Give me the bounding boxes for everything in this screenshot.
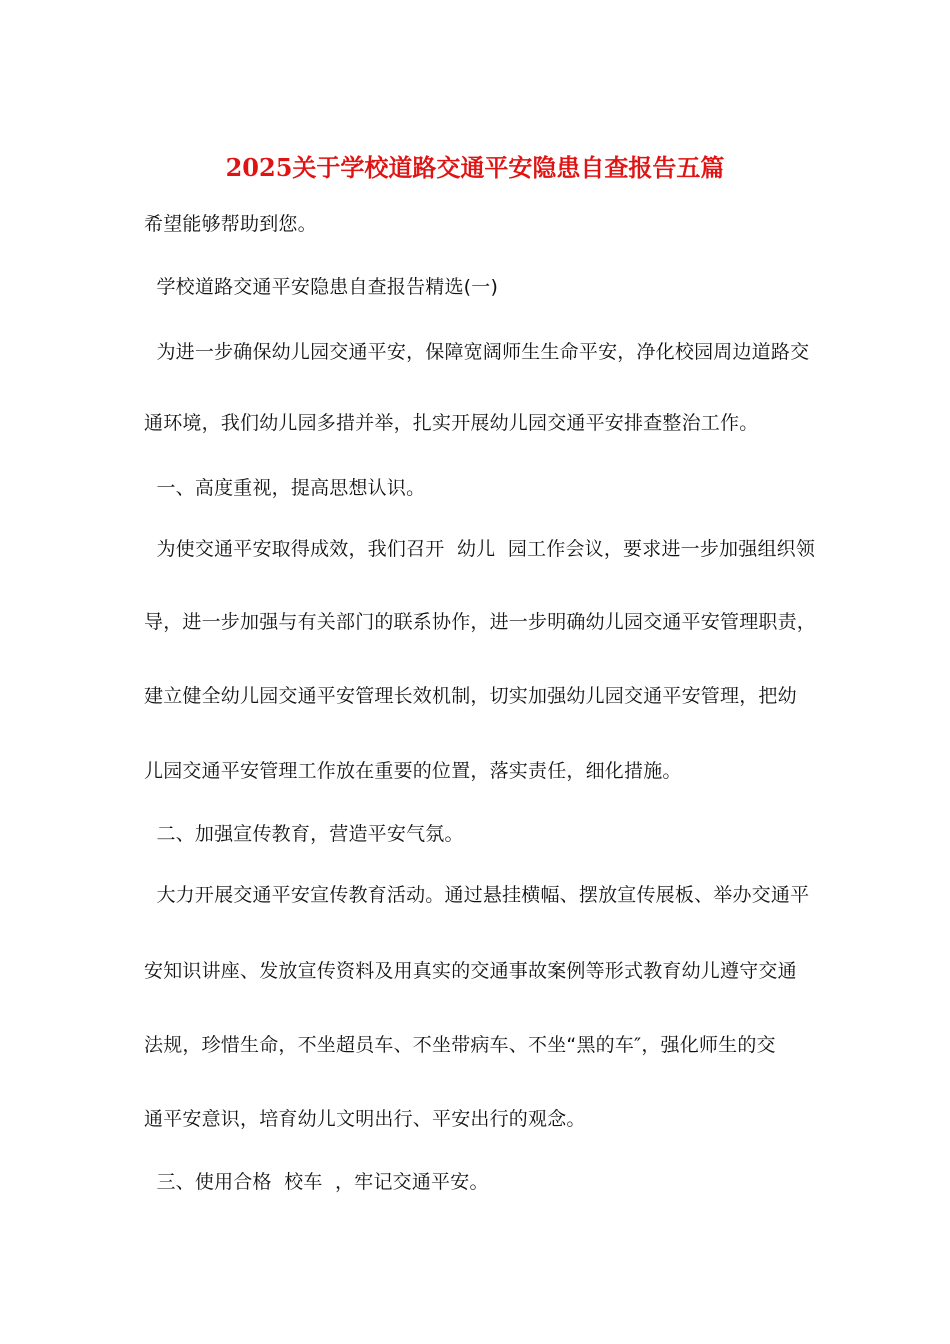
paragraph-line: 通环境，我们幼儿园多措并举，扎实开展幼儿园交通平安排查整治工作。 xyxy=(144,412,759,434)
section-heading-3: 三、使用合格 校车 ，牢记交通平安。 xyxy=(144,1171,489,1193)
paragraph-line: 通平安意识，培育幼儿文明出行、平安出行的观念。 xyxy=(144,1108,586,1130)
paragraph-line: 导，进一步加强与有关部门的联系协作，进一步明确幼儿园交通平安管理职责， xyxy=(144,611,817,633)
paragraph-line: 安知识讲座、发放宣传资料及用真实的交通事故案例等形式教育幼儿遵守交通 xyxy=(144,960,797,982)
paragraph-line: 儿园交通平安管理工作放在重要的位置，落实责任，细化措施。 xyxy=(144,760,682,782)
section-heading-1: 一、高度重视，提高思想认识。 xyxy=(144,477,426,499)
document-title: 2025关于学校道路交通平安隐患自查报告五篇 xyxy=(225,153,725,182)
section-heading-report: 学校道路交通平安隐患自查报告精选(一) xyxy=(144,276,499,298)
paragraph-line: 建立健全幼儿园交通平安管理长效机制，切实加强幼儿园交通平安管理，把幼 xyxy=(144,685,797,707)
paragraph-line: 法规，珍惜生命，不坐超员车、不坐带病车、不坐“黑的车″，强化师生的交 xyxy=(144,1034,776,1056)
intro-line: 希望能够帮助到您。 xyxy=(144,213,317,235)
section-heading-2: 二、加强宣传教育，营造平安气氛。 xyxy=(144,823,464,845)
paragraph-line: 大力开展交通平安宣传教育活动。通过悬挂横幅、摆放宣传展板、举办交通平 xyxy=(144,884,810,906)
paragraph-line: 为进一步确保幼儿园交通平安，保障宽阔师生生命平安，净化校园周边道路交 xyxy=(144,341,810,363)
paragraph-line: 为使交通平安取得成效，我们召开 幼儿 园工作会议，要求进一步加强组织领 xyxy=(144,538,816,560)
